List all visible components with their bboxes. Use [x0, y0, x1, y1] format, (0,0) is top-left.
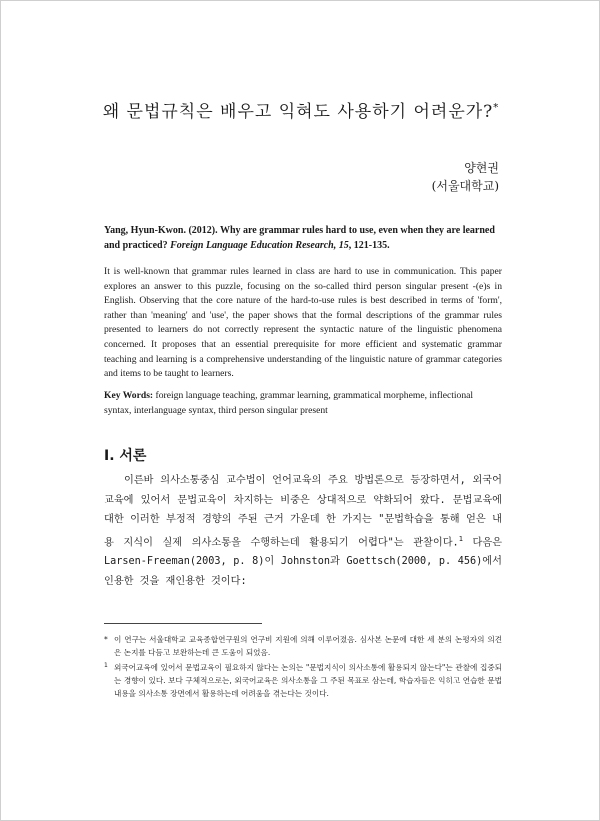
section-number: Ⅰ. [104, 448, 115, 464]
paper-title [1, 97, 600, 122]
footnote-item [104, 633, 502, 659]
abstract: It is well-known that grammar rules learned in class are hard to use in communication. This paper explores an answer to this puzzle, focusing on the so-called third person singular present -(e)s in English. Observing that the core nature of the hard-to-use rules is best described in terms of 'form', rather than 'meaning' and 'use', the paper shows that the formal descriptions of the grammar rules presented to learners do not correctly represent the syntactic nature of the linguistic phenomena concerned. It proposes that an essential prerequisite for more efficient and systematic grammar teaching and learning is a comprehensive understanding of the linguistic nature of grammar categories and items to be taught to learners. [104, 266, 502, 380]
title-text: 왜 문법규칙은 배우고 익혀도 사용하기 어려운가? [102, 102, 494, 122]
author-affiliation: (서울대학교) [431, 179, 499, 193]
footnote-divider [104, 623, 262, 624]
keywords-label: Key Words: [104, 390, 154, 401]
citation-authors-title: Yang, Hyun-Kwon. (2012). Why are grammar rules hard to use, even when they are learned and practiced? [104, 225, 495, 251]
body-paragraph [104, 471, 502, 591]
footnote-text: 외국어교육에 있어서 문법교육이 필요하지 않다는 논의는 "문법지식이 의사소통에 활용되지 않는다"는 관찰에 집중되는 경향이 있다. 보다 구체적으로는, 외국어교육은 의사소통을 그 주된 목표로 삼는데, 학습자들은 익히고 연습한 문법 내용을 의사소통 장면에서 활용하는데 어려움을 겪는다는 것이다. [114, 663, 502, 698]
section-heading [104, 445, 146, 465]
author-name: 양현권 [464, 161, 499, 175]
citation-pages: , 121-135. [348, 240, 390, 251]
footnote-mark: * [104, 635, 108, 644]
footnote-ref-1[interactable]: 1 [458, 534, 463, 543]
footnote-item [104, 661, 502, 700]
keywords [104, 389, 502, 418]
footnote-text: 이 연구는 서울대학교 교육종합연구원의 연구비 지원에 의해 이루어졌음. 심사본 논문에 대한 세 분의 논평자의 의견은 논지를 다듬고 보완하는데 큰 도움이 되었음. [114, 635, 502, 657]
footnote-mark: 1 [104, 662, 108, 669]
body-paragraph-text-cont: 다음은 Larsen-Freeman(2003, p. 8)이 Johnston과 Goettsch(2000, p. 456)에서 인용한 것을 재인용한 것이다: [104, 536, 502, 587]
title-footnote-mark: * [493, 102, 500, 114]
footnotes [104, 633, 502, 702]
keywords-text: foreign language teaching, grammar learning, grammatical morpheme, inflectional syntax, interlanguage syntax, third person singular present [104, 390, 474, 416]
author-block [432, 159, 499, 195]
citation-journal: Foreign Language Education Research, 15 [170, 240, 349, 251]
citation-reference [104, 223, 502, 253]
body-paragraph-text: 이른바 의사소통중심 교수법이 언어교육의 주요 방법론으로 등장하면서, 외국어교육에 있어서 문법교육이 차지하는 비중은 상대적으로 약화되어 왔다. 문법교육에 대한 이러한 부정적 경향의 주된 근거 가운데 한 가지는 "문법학습을 통해 얻은 내용 지식이 실제 의사소통을 수행하는데 활용되기 어렵다"는 관찰이다. [104, 475, 502, 548]
section-title: 서론 [119, 448, 147, 464]
